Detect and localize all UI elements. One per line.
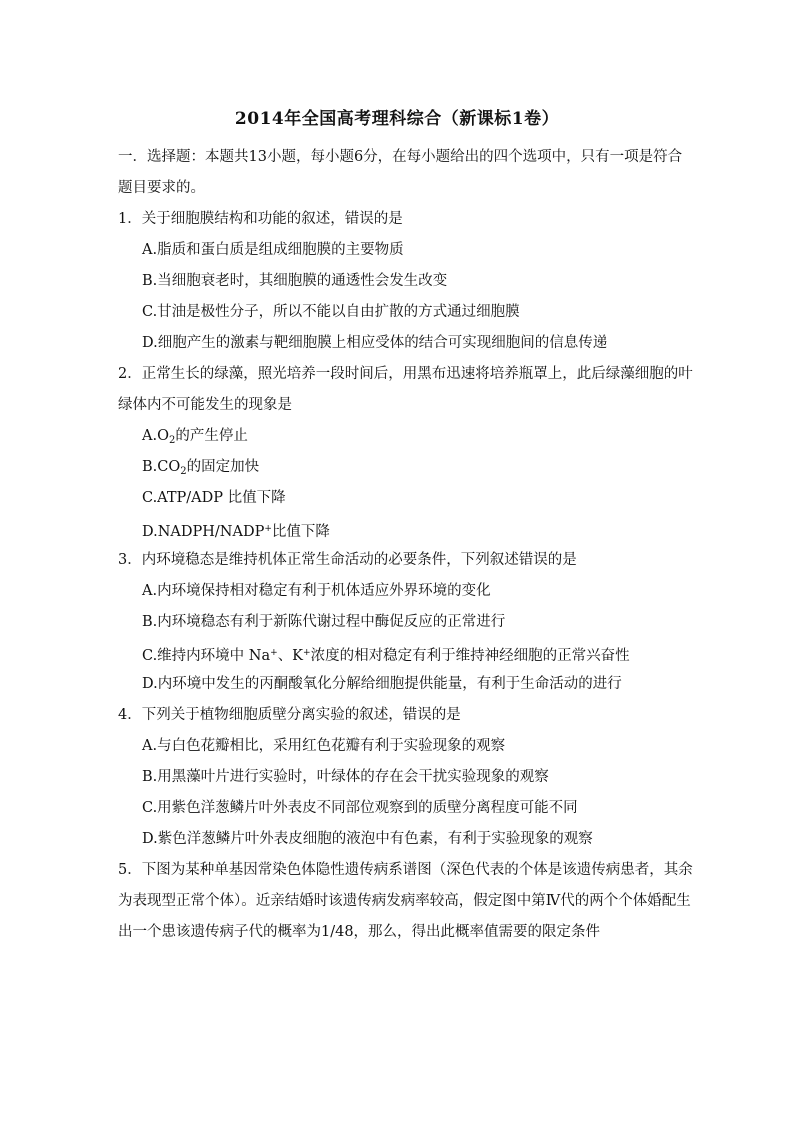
question-2-stem-cont: 绿体内不可能发生的现象是 [118, 397, 292, 413]
question-1-option-d: D.细胞产生的激素与靶细胞膜上相应受体的结合可实现细胞间的信息传递 [142, 335, 608, 351]
section-heading: 一．选择题：本题共13小题，每小题6分，在每小题给出的四个选项中，只有一项是符合 [118, 149, 683, 165]
question-3-option-d: D.内环境中发生的丙酮酸氧化分解给细胞提供能量，有利于生命活动的进行 [142, 676, 622, 692]
question-4-option-c: C.用紫色洋葱鳞片叶外表皮不同部位观察到的质壁分离程度可能不同 [142, 800, 578, 816]
question-3-stem: 3．内环境稳态是维持机体正常生命活动的必要条件，下列叙述错误的是 [118, 552, 577, 568]
question-3-option-a: A.内环境保持相对稳定有利于机体适应外界环境的变化 [142, 583, 491, 599]
question-5-stem-cont-2: 出一个患该遗传病子代的概率为1/48，那么，得出此概率值需要的限定条件 [118, 924, 601, 940]
question-4-stem: 4．下列关于植物细胞质壁分离实验的叙述，错误的是 [118, 707, 461, 723]
question-2-option-a: $A.O_2$的产生停止 [142, 428, 248, 446]
question-1-option-a: A.脂质和蛋白质是组成细胞膜的主要物质 [142, 242, 404, 258]
question-4-option-a: A.与白色花瓣相比，采用红色花瓣有利于实验现象的观察 [142, 738, 506, 754]
question-2-stem: 2．正常生长的绿藻，照光培养一段时间后，用黑布迅速将培养瓶罩上，此后绿藻细胞的叶 [118, 366, 693, 382]
question-3-option-b: B.内环境稳态有利于新陈代谢过程中酶促反应的正常进行 [142, 614, 506, 630]
question-1-option-c: C.甘油是极性分子，所以不能以自由扩散的方式通过细胞膜 [142, 304, 520, 320]
question-4-option-b: B.用黑藻叶片进行实验时，叶绿体的存在会干扰实验现象的观察 [142, 769, 549, 785]
question-1-option-b: B.当细胞衰老时，其细胞膜的通透性会发生改变 [142, 273, 448, 289]
question-2-option-b: $B.CO_2$的固定加快 [142, 459, 260, 477]
question-5-stem-cont: 为表现型正常个体）。近亲结婚时该遗传病发病率较高，假定图中第Ⅳ代的两个个体婚配生 [118, 893, 691, 909]
section-heading-cont: 题目要求的。 [118, 180, 205, 196]
question-3-option-c: C.维持内环境中 Na+、K+浓度的相对稳定有利于维持神经细胞的正常兴奋性 [142, 648, 630, 664]
question-1-stem: 1．关于细胞膜结构和功能的叙述，错误的是 [118, 211, 403, 227]
page-title: 2014年全国高考理科综合（新课标1卷） [234, 109, 560, 129]
question-4-option-d: D.紫色洋葱鳞片叶外表皮细胞的液泡中有色素，有利于实验现象的观察 [142, 831, 593, 847]
question-5-stem: 5．下图为某种单基因常染色体隐性遗传病系谱图（深色代表的个体是该遗传病患者，其余 [118, 862, 693, 878]
question-2-option-d: D.NADPH/NADP+比值下降 [142, 524, 330, 540]
question-2-option-c: C.ATP/ADP 比值下降 [142, 490, 286, 506]
